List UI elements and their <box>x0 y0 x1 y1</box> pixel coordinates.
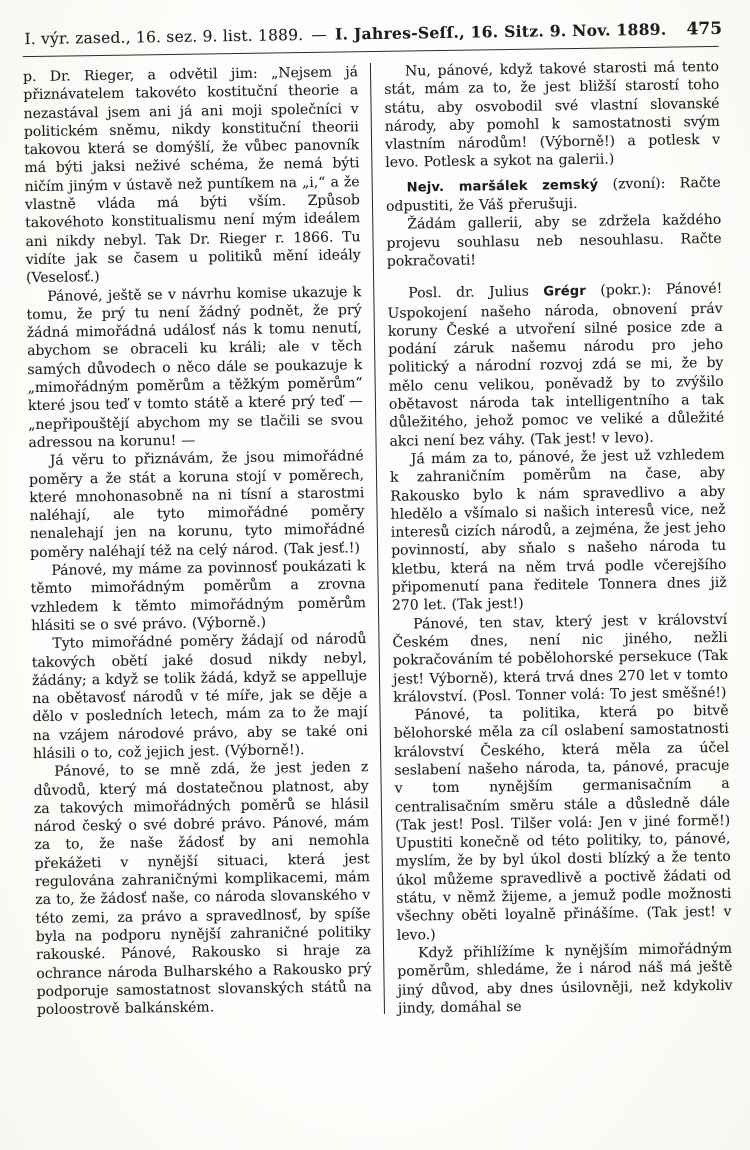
body-text-run: (zvoní): Račte odpustiti, že Váš přerušuji. <box>385 174 721 215</box>
running-head <box>22 18 723 57</box>
left-column-paragraph-3 <box>29 447 366 562</box>
right-column-paragraph-5 <box>390 446 727 616</box>
body-text-run: Žádám gallerii, aby se zdržela každého projevu souhlasu neb nesouhlasu. Račte pokračovati! <box>386 212 722 270</box>
speaker-name: Nejv. maršálek zemský <box>406 177 599 196</box>
body-text-run: Pánové, my máme za povinnosť poukázati k těmto mimořádným poměrům a zrovna vzhledem k těmto mimořádným poměrům hlásiti se o své právo. (Výborně.) <box>30 558 367 635</box>
header-german-session: I. Jahres-Seſſ., 16. Sitz. 9. Nov. 1889. <box>334 19 667 44</box>
body-text-run: Když přihlížíme k nynějším mimořádným poměrům, shledáme, že i národ náš má ještě jiný důvod, aby dnes úsilovněji, než kdykoliv jindy, domáhal se <box>397 940 733 1017</box>
body-text-run: Nu, pánové, když takové starosti má tento stát, mám za to, že jest bližší starostí toho státu, aby osvobodil své vlastní slovanské národy, aby pomohl k samostatnosti svým vlastním národům! (Výborně!) a potlesk v levo. Potlesk a sykot na galerii.) <box>384 58 721 172</box>
right-column-paragraph-1 <box>384 58 721 173</box>
body-text-run: Tyto mimořádné poměry žádají od národů takových obětí jaké dosud nikdy nebyl, žádány; a když se tolik žádá, když se appelluje na obětavosť národů v té míře, jak se děje a dělo v posledních letech, mám za to že mají na vzájem národové právo, aby se také oni hlásili o to, což jejich jest. (Výborně!). <box>31 631 368 763</box>
body-text-run: (pokr.): Pánové! Uspokojení našeho národa, obnovení práv koruny České a utvoření silné posice zde a podání záruk našemu národu pro jeho politický a národní rozvoj zdá se mi, že by mělo cenu velikou, poněvadž by to zvýšilo obětavost národa tak intelligentního a tak důležitého, jehož pomoc ve veliké a důležité akci není bez váhy. (Tak jest! v levo). <box>387 281 725 450</box>
left-column-paragraph-1 <box>23 63 361 288</box>
right-column-paragraph-6 <box>392 610 728 706</box>
body-text-run: Posl. dr. Julius <box>408 283 544 302</box>
left-column-paragraph-6 <box>33 758 372 1019</box>
body-text-run: Já mám za to, pánové, že jest už vzhledem k zahraničním poměrům na čase, aby Rakousko bylo k nám spravedlivo a aby hledělo a všímalo si našich interesů vice, než interesů cizích národů, a zejména, že jest jeho povinností, aby sňalo s našeho národa tu kletbu, která na něm trvá podle včerejšího připomenutí pana ředitele Tonnera dnes již 270 let. (Tak jest!) <box>389 446 727 615</box>
body-text-run: Pánové, ta politika, která po bitvě bělohorské měla za cíl oslabení samostatnosti království Českého, která měla za účel seslabení našeho národa, ta, pánové, pracuje v tom nynějším germanisačním a centralisačním směru stále a důsledně dále (Tak jest! Posl. Tilšer volá: Jen v jiné formě!) Upustiti konečně od této politiky, to, pánové, myslím, že by byl úkol dosti blízký a že tento úkol můžeme spravedlivě a poctivě žádati od státu, v němž žijeme, a jemuž podle možnosti všechny oběti loyalně přinášíme. (Tak jest! v levo.) <box>393 702 732 944</box>
body-text-run: Pánové, ten stav, který jest v království Českém dnes, není nic jiného, nežli pokračováním té pobělohorské persekuce (Tak jest! Výborně), která trvá dnes 270 let v tomto království. (Posl. Tonner volá: To jest směšné!) <box>392 611 729 706</box>
left-column-paragraph-2 <box>26 283 363 453</box>
text-columns <box>23 58 733 1023</box>
header-separator: — <box>311 25 328 44</box>
right-column-paragraph-4 <box>387 280 724 451</box>
page-number: 475 <box>686 18 723 40</box>
left-column-paragraph-5 <box>31 630 368 763</box>
left-column-paragraph-4 <box>30 557 366 635</box>
body-text-run: Já věru to přiznávám, že jsou mimořádné poměry a že stát a koruna stojí v poměrech, které mnohonasobně na ni tísní a starostmi naléhají, ale tyto mimořádné poměry nenalehají jen na korunu, tyto mimořádné poměry naléhají též na celý národ. (Tak jesť.!) <box>28 448 365 561</box>
body-text-run: Pánové, ještě se v návrhu komise ukazuje k tomu, že prý tu není žádný podnět, že prý žádná mimořádná událosť nás k tomu nenutí, abychom se obraceli ku králi; ale v těch samých důvodech o něco dále se poukazuje k „mimořádným poměrům a těžkým poměrům“ které jsou teď v tomto státě a které prý teď — „nepřipouštějí abychom my se tlačili se svou adressou na korunu! — <box>26 283 364 452</box>
left-column <box>23 63 385 1019</box>
right-column-paragraph-8 <box>397 940 733 1018</box>
header-session-line <box>24 20 666 49</box>
speaker-name: Grégr <box>543 284 587 300</box>
right-column <box>371 58 733 1018</box>
right-column-paragraph-2 <box>386 174 722 217</box>
header-czech-session: I. výr. zased., 16. sez. 9. list. 1889. <box>24 26 304 49</box>
right-column-paragraph-3 <box>386 211 722 271</box>
body-text-run: p. Dr. Rieger, a odvětil jim: „Nejsem já přiznávatelem takovéto kostituční theorie a nezastával jsem ani já ani moji společníci v politickém sněmu, nikdy konstituční theorii takovou která se domýšlí, že vůbec panovník má býti jaksi neživé schéma, že nemá býti ničím jiným v ústavě než puntíkem na „i,“ a že vlastně vláda má býti vším. Způsob takovéhoto konstitualismu není mým ideálem ani nikdy nebyl. Tak Dr. Rieger r. 1866. Tu vidíte jak se časem u politiků mění ideály (Veselosť.) <box>22 64 361 287</box>
body-text-run: Pánové, to se mně zdá, že jest jeden z důvodů, který má dostatečnou platnost, aby za takových mimořádných poměrů se hlásil národ český o své dobré právo. Pánové, mám za to, že naše žádosť by ani nemohla překážeti v nynější situaci, která jest regulována zahraničnými komplikacemi, mám za to, že žádosť naše, co národa slovanského v této zemi, za právo a spravedlnosť, by spíše byla na podporu nynější zahraničné politiky rakouské. Pánové, Rakousko si hraje za ochrance národa Bulharského a Rakousko prý podporuje samostatnost slovanských států na poloostrově balkánském. <box>33 759 372 1019</box>
right-column-paragraph-7 <box>393 702 731 945</box>
